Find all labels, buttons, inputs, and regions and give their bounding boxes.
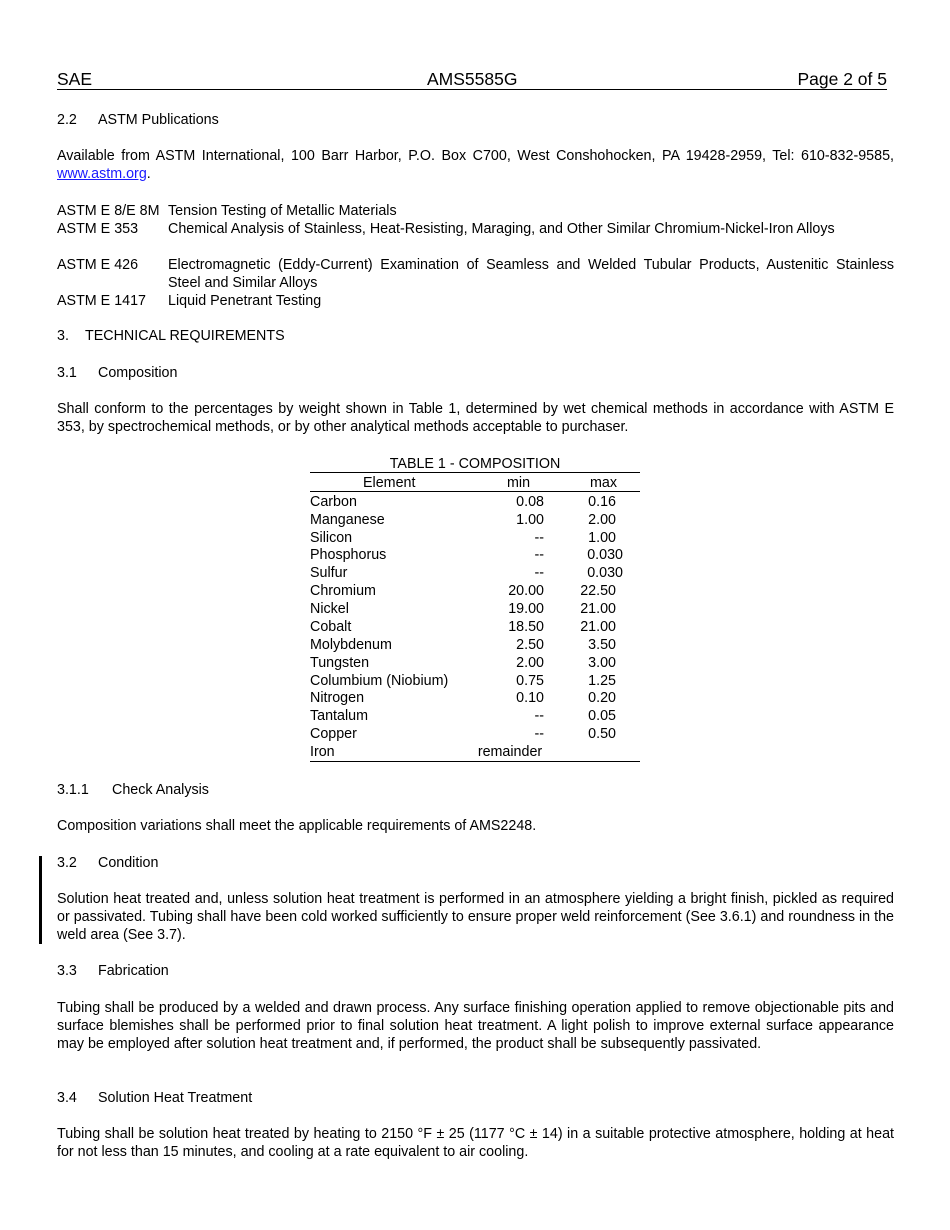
table-row: Columbium (Niobium) 0.75 1.25 <box>310 673 616 689</box>
section-title: ASTM Publications <box>98 112 219 128</box>
section-3-1-1-heading <box>57 781 894 799</box>
column-header-element: Element <box>363 475 416 491</box>
table-row: Tungsten 2.00 3.00 <box>310 655 616 671</box>
table-row: Phosphorus -- 0.030 <box>310 547 623 563</box>
column-header-min: min <box>507 475 531 491</box>
table-title: TABLE 1 - COMPOSITION <box>389 456 561 472</box>
reference-description: Liquid Penetrant Testing <box>168 293 322 309</box>
astm-link[interactable]: www.astm.org <box>57 166 147 182</box>
section-title: Condition <box>98 855 159 871</box>
section-title: Check Analysis <box>112 782 209 798</box>
table-top-rule <box>310 472 640 473</box>
reference-code: ASTM E 426 <box>57 257 139 273</box>
header-org: SAE <box>57 69 93 89</box>
reference-code: ASTM E 1417 <box>57 293 146 309</box>
table-row: Nickel 19.00 21.00 <box>310 601 616 617</box>
reference-row <box>57 256 894 292</box>
section-2-2-heading <box>57 111 894 129</box>
reference-code: ASTM E 8/E 8M <box>57 203 160 219</box>
table-bottom-rule <box>310 761 640 762</box>
reference-description: Chemical Analysis of Stainless, Heat-Resisting, Maraging, and Other Similar Chromium-Nickel-Iron Alloys <box>168 221 835 237</box>
table-row: Sulfur -- 0.030 <box>310 565 623 581</box>
table-row: Carbon 0.08 0.16 <box>310 494 616 510</box>
page-header <box>57 69 887 90</box>
section-3-2-body: Solution heat treated and, unless solution heat treatment is performed in an atmosphere yielding a bright finish, pickled as required or passivated. Tubing shall have been cold worked sufficiently to ensure proper weld reinforcement (See 3.6.1) and roundness in the weld area (See 3.7). <box>57 891 894 943</box>
section-number: 3.4 <box>57 1090 77 1106</box>
section-3-3-heading <box>57 962 894 980</box>
section-3-heading <box>57 327 894 345</box>
section-number: 3.2 <box>57 855 77 871</box>
reference-row <box>57 220 894 256</box>
table-row: Copper -- 0.50 <box>310 726 616 742</box>
reference-code: ASTM E 353 <box>57 221 139 237</box>
section-3-4-body: Tubing shall be solution heat treated by heating to 2150 °F ± 25 (1177 °C ± 14) in a suitable protective atmosphere, holding at heat for not less than 15 minutes, and cooling at a rate equivalent to air cooling. <box>57 1126 894 1160</box>
section-3-3-body: Tubing shall be produced by a welded and drawn process. Any surface finishing operation applied to remove objectionable pits and surface blemishes shall be performed prior to final solution heat treatment. A light polish to improve external surface appearance may be employed after solution heat treatment and, if performed, the product shall be subsequently passivated. <box>57 1000 894 1052</box>
table-row: Molybdenum 2.50 3.50 <box>310 637 616 653</box>
reference-row <box>57 202 894 220</box>
section-title: Composition <box>98 365 178 381</box>
reference-description: Electromagnetic (Eddy-Current) Examination of Seamless and Welded Tubular Products, Austenitic Stainless Steel and Similar Alloys <box>168 257 894 291</box>
availability-text: Available from ASTM International, 100 Barr Harbor, P.O. Box C700, West Conshohocken, PA 19428-2959, Tel: 610-832-9585, <box>57 148 894 164</box>
table-row: Chromium 20.00 22.50 <box>310 583 616 599</box>
revision-change-bar <box>39 856 42 944</box>
section-3-1-heading <box>57 364 894 382</box>
table-header-rule <box>310 491 640 492</box>
section-3-1-body: Shall conform to the percentages by weight shown in Table 1, determined by wet chemical methods in accordance with ASTM E 353, by spectrochemical methods, or by other analytical methods acceptable to purchaser. <box>57 401 894 435</box>
header-doc-id: AMS5585G <box>427 69 518 89</box>
reference-row <box>57 292 894 310</box>
table-row: Cobalt 18.50 21.00 <box>310 619 616 635</box>
section-title: TECHNICAL REQUIREMENTS <box>85 328 285 344</box>
table-row: Iron remainder <box>310 744 543 760</box>
section-number: 3. <box>57 328 69 344</box>
section-number: 3.1.1 <box>57 782 89 798</box>
section-title: Solution Heat Treatment <box>98 1090 253 1106</box>
section-number: 3.3 <box>57 963 77 979</box>
section-3-4-heading <box>57 1089 894 1107</box>
table-row: Silicon -- 1.00 <box>310 530 616 546</box>
section-number: 2.2 <box>57 112 77 128</box>
section-2-2-availability: Available from ASTM International, 100 Barr Harbor, P.O. Box C700, West Conshohocken, PA 19428-2959, Tel: 610-832-9585, www.astm.org. <box>57 148 894 182</box>
table-row: Tantalum -- 0.05 <box>310 708 616 724</box>
section-3-2-heading <box>57 854 894 872</box>
table-row: Manganese 1.00 2.00 <box>310 512 616 528</box>
table-row: Nitrogen 0.10 0.20 <box>310 690 616 706</box>
header-page-number: Page 2 of 5 <box>797 69 887 89</box>
column-header-max: max <box>590 475 618 491</box>
section-3-1-1-body: Composition variations shall meet the applicable requirements of AMS2248. <box>57 818 537 834</box>
section-title: Fabrication <box>98 963 169 979</box>
reference-description: Tension Testing of Metallic Materials <box>168 203 397 219</box>
section-number: 3.1 <box>57 365 77 381</box>
